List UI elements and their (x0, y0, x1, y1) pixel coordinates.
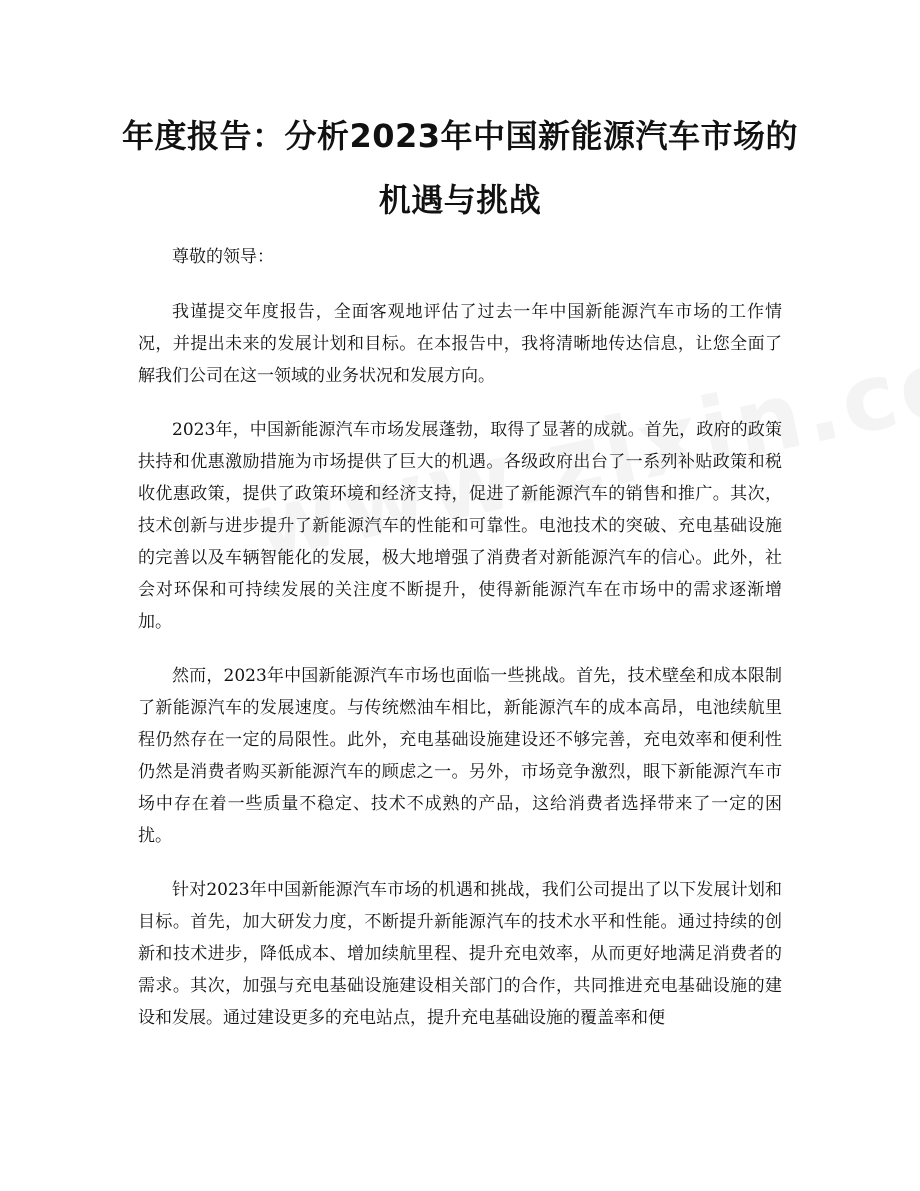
document-body (138, 241, 782, 1056)
salutation: 尊敬的领导： (172, 247, 274, 267)
paragraph-challenges: 然而，2023年中国新能源汽车市场也面临一些挑战。首先，技术壁垒和成本限制了新能源汽车的发展速度。与传统燃油车相比，新能源汽车的成本高昂，电池续航里程仍然存在一定的局限性。此外，充电基础设施建设还不够完善，充电效率和便利性仍然是消费者购买新能源汽车的顾虑之一。另外，市场竞争激烈，眼下新能源汽车市场中存在着一些质量不稳定、技术不成熟的产品，这给消费者选择带来了一定的困扰。 (138, 666, 782, 846)
document-title: 年度报告：分析2023年中国新能源汽车市场的机遇与挑战 (121, 117, 799, 219)
paragraph-plans: 针对2023年中国新能源汽车市场的机遇和挑战，我们公司提出了以下发展计划和目标。首先，加大研发力度，不断提升新能源汽车的技术水平和性能。通过持续的创新和技术进步，降低成本、增加续航里程、提升充电效率，从而更好地满足消费者的需求。其次，加强与充电基础设施建设相关部门的合作，共同推进充电基础设施的建设和发展。通过建设更多的充电站点，提升充电基础设施的覆盖率和便 (138, 880, 782, 1028)
paragraph-intro: 我谨提交年度报告，全面客观地评估了过去一年中国新能源汽车市场的工作情况，并提出未来的发展计划和目标。在本报告中，我将清晰地传达信息，让您全面了解我们公司在这一领域的业务状况和发展方向。 (138, 302, 782, 386)
paragraph-opportunities: 2023年，中国新能源汽车市场发展蓬勃，取得了显著的成就。首先，政府的政策扶持和优惠激励措施为市场提供了巨大的机遇。各级政府出台了一系列补贴政策和税收优惠政策，提供了政策环境和经济支持，促进了新能源汽车的销售和推广。其次，技术创新与进步提升了新能源汽车的性能和可靠性。电池技术的突破、充电基础设施的完善以及车辆智能化的发展，极大地增强了消费者对新能源汽车的信心。此外，社会对环保和可持续发展的关注度不断提升，使得新能源汽车在市场中的需求逐渐增加。 (138, 420, 782, 632)
